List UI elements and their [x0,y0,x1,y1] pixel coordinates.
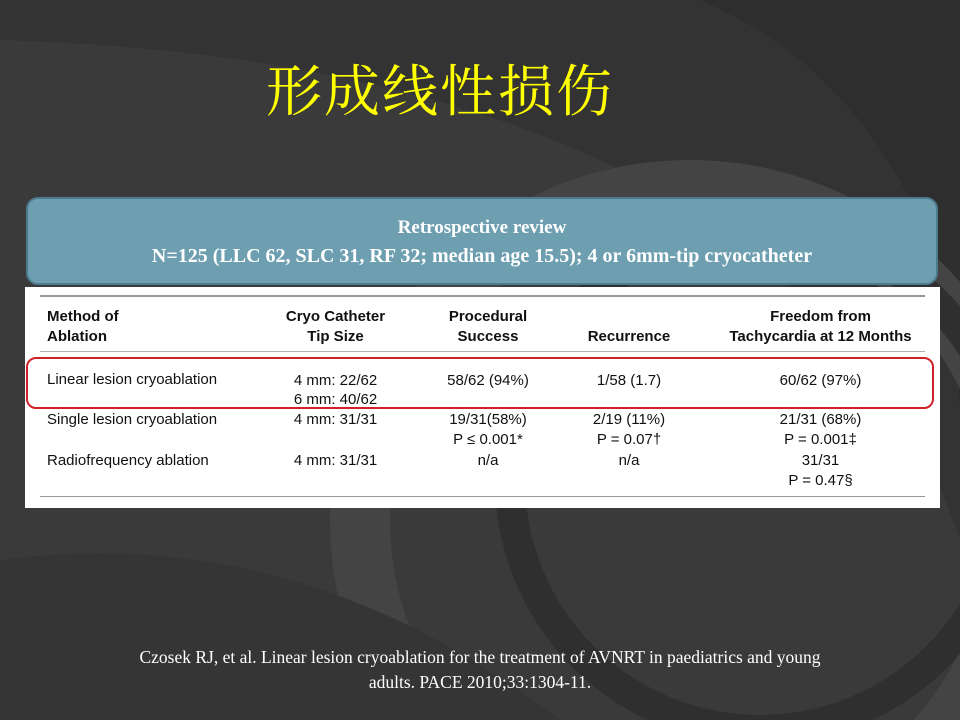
study-summary-banner [26,197,938,285]
row-linear-recurrence: 1/58 (1.7) [596,372,662,389]
row-rf-tip: 4 mm: 31/31 [293,452,378,469]
row-rf-freedom: 31/31 [801,452,840,469]
header-tip-line2: Tip Size [307,328,364,345]
table-bottom-rule [40,496,925,497]
linear-lesion-highlight-box [26,357,934,409]
header-success-line2: Success [457,328,519,345]
citation-line-1: Czosek RJ, et al. Linear lesion cryoablation for the treatment of AVNRT in paediatrics and young [139,647,821,667]
slide-title: 形成线性损伤 [266,60,614,125]
row-single-success-p: P ≤ 0.001* [453,431,523,448]
row-single-freedom-p: P = 0.001‡ [784,431,857,448]
header-method-line1: Method of [47,308,119,325]
row-linear-tip-6mm: 6 mm: 40/62 [293,391,378,408]
row-rf-recurrence: n/a [618,452,640,469]
row-single-tip: 4 mm: 31/31 [293,411,378,428]
row-single-freedom: 21/31 (68%) [779,411,862,428]
banner-line-1: Retrospective review [397,217,567,238]
row-rf-method: Radiofrequency ablation [47,452,209,469]
citation-line-2: adults. PACE 2010;33:1304-11. [368,672,592,692]
header-recurrence: Recurrence [587,328,671,345]
row-linear-freedom: 60/62 (97%) [779,372,862,389]
row-rf-freedom-p: P = 0.47§ [788,472,853,489]
header-freedom-line1: Freedom from [770,308,871,325]
row-rf-success: n/a [477,452,499,469]
row-single-recurrence-p: P = 0.07† [596,431,662,448]
table-header-rule [40,351,925,352]
header-method-line2: Ablation [47,328,107,345]
row-linear-success: 58/62 (94%) [447,372,529,389]
row-linear-tip-4mm: 4 mm: 22/62 [293,372,378,389]
banner-line-2: N=125 (LLC 62, SLC 31, RF 32; median age 15.5); 4 or 6mm-tip cryocatheter [151,245,813,267]
header-success-line1: Procedural [448,308,528,325]
table-top-rule [40,295,925,297]
row-linear-method: Linear lesion cryoablation [47,371,218,388]
row-single-recurrence: 2/19 (11%) [592,411,666,428]
header-freedom-line2: Tachycardia at 12 Months [729,328,912,345]
reference-citation [20,645,940,695]
row-single-method: Single lesion cryoablation [47,411,218,428]
row-single-success: 19/31(58%) [449,411,527,428]
header-tip-line1: Cryo Catheter [285,308,386,325]
